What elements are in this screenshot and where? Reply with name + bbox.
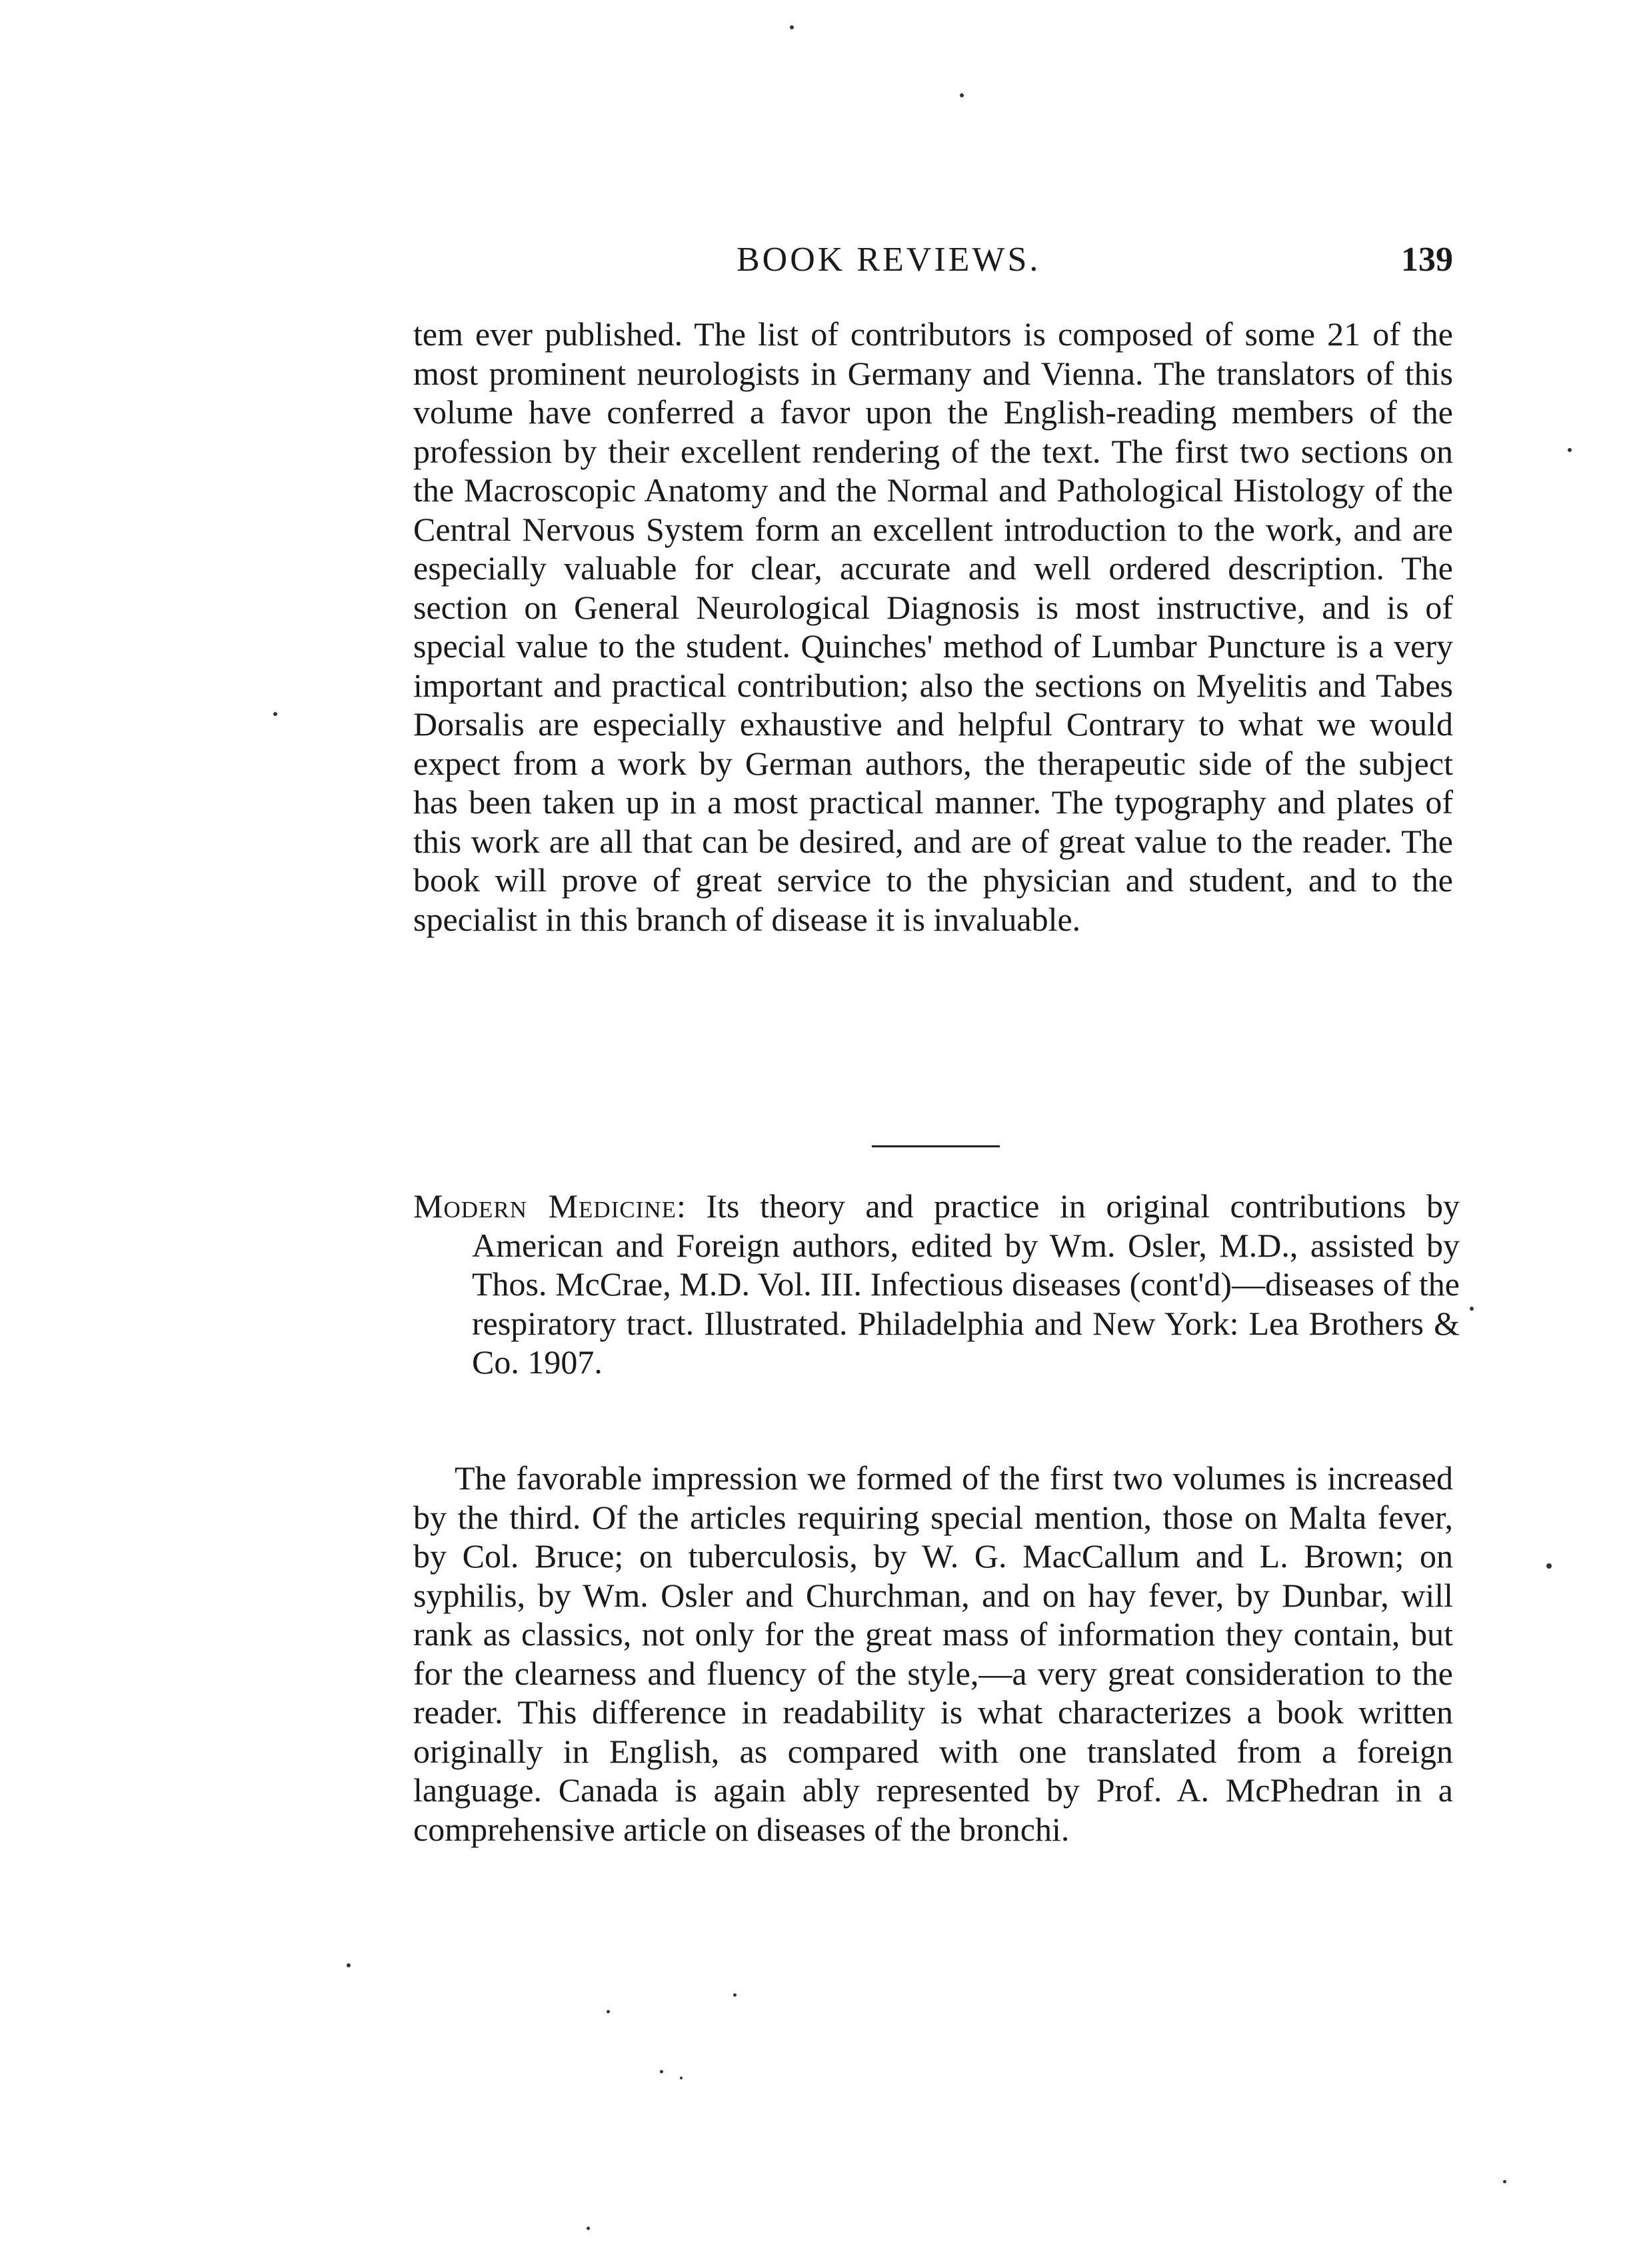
scan-speck: [790, 25, 794, 29]
scan-speck: [733, 1993, 737, 1997]
page-number: 139: [1401, 241, 1453, 279]
book-entry-title: Modern Medicine: [413, 1187, 677, 1225]
review-paragraph: The favorable impression we formed of the first two volumes is increased by the third. Of the articles requiring special mention, those on Malta fever, by Col. Bruce; on tuberculosis, by W. G. MacCallum and L. Brown; on syphilis, by Wm. Osler and Churchman, and on hay fever, by Dunbar, will rank as classics, not only for the great mass of information they contain, but for the clearness and fluency of the style,—a very great consideration to the reader. This difference in readability is what characterizes a book written originally in English, as compared with one translated from a foreign language. Canada is again ably represented by Prof. A. McPhedran in a comprehensive article on diseases of the bronchi.: [413, 1459, 1453, 1848]
scan-speck: [960, 93, 964, 97]
section-divider: [872, 1145, 1000, 1147]
running-head: BOOK REVIEWS.: [737, 241, 1041, 279]
scan-speck: [660, 2070, 663, 2073]
scan-speck: [273, 712, 277, 716]
scan-speck: [1546, 1563, 1552, 1569]
scan-speck: [347, 1963, 351, 1967]
scan-speck: [1568, 448, 1572, 452]
scan-speck: [607, 2010, 610, 2013]
book-entry-details: : Its theory and practice in original contributions by American and Foreign authors, edited by Wm. Osler, M.D., assisted by Thos. McCrae, M.D. Vol. III. Infectious diseases (cont'd)—diseases of the respiratory tract. Illustrated. Philadelphia and New York: Lea Brothers & Co. 1907.: [472, 1187, 1460, 1381]
scan-speck: [587, 2227, 590, 2230]
book-entry-citation: [413, 1187, 1460, 1382]
scan-speck: [1503, 2180, 1506, 2183]
review-continuation-paragraph: tem ever published. The list of contributors is composed of some 21 of the most prominent neurologists in Germany and Vienna. The translators of this volume have conferred a favor upon the English-reading members of the profession by their excellent rendering of the text. The first two sections on the Macroscopic Anatomy and the Normal and Pathological Histology of the Central Nervous System form an excellent introduction to the work, and are especially valuable for clear, accurate and well ordered description. The section on General Neurological Diagnosis is most instructive, and is of special value to the student. Quinches' method of Lumbar Puncture is a very important and practical contribution; also the sections on Myelitis and Tabes Dorsalis are especially exhaustive and helpful Contrary to what we would expect from a work by German authors, the therapeutic side of the subject has been taken up in a most practical manner. The typography and plates of this work are all that can be desired, and are of great value to the reader. The book will prove of great service to the physician and student, and to the specialist in this branch of disease it is invaluable.: [413, 315, 1453, 938]
scan-speck: [1470, 1307, 1474, 1311]
page-header: [413, 237, 1453, 283]
scan-speck: [680, 2077, 683, 2079]
